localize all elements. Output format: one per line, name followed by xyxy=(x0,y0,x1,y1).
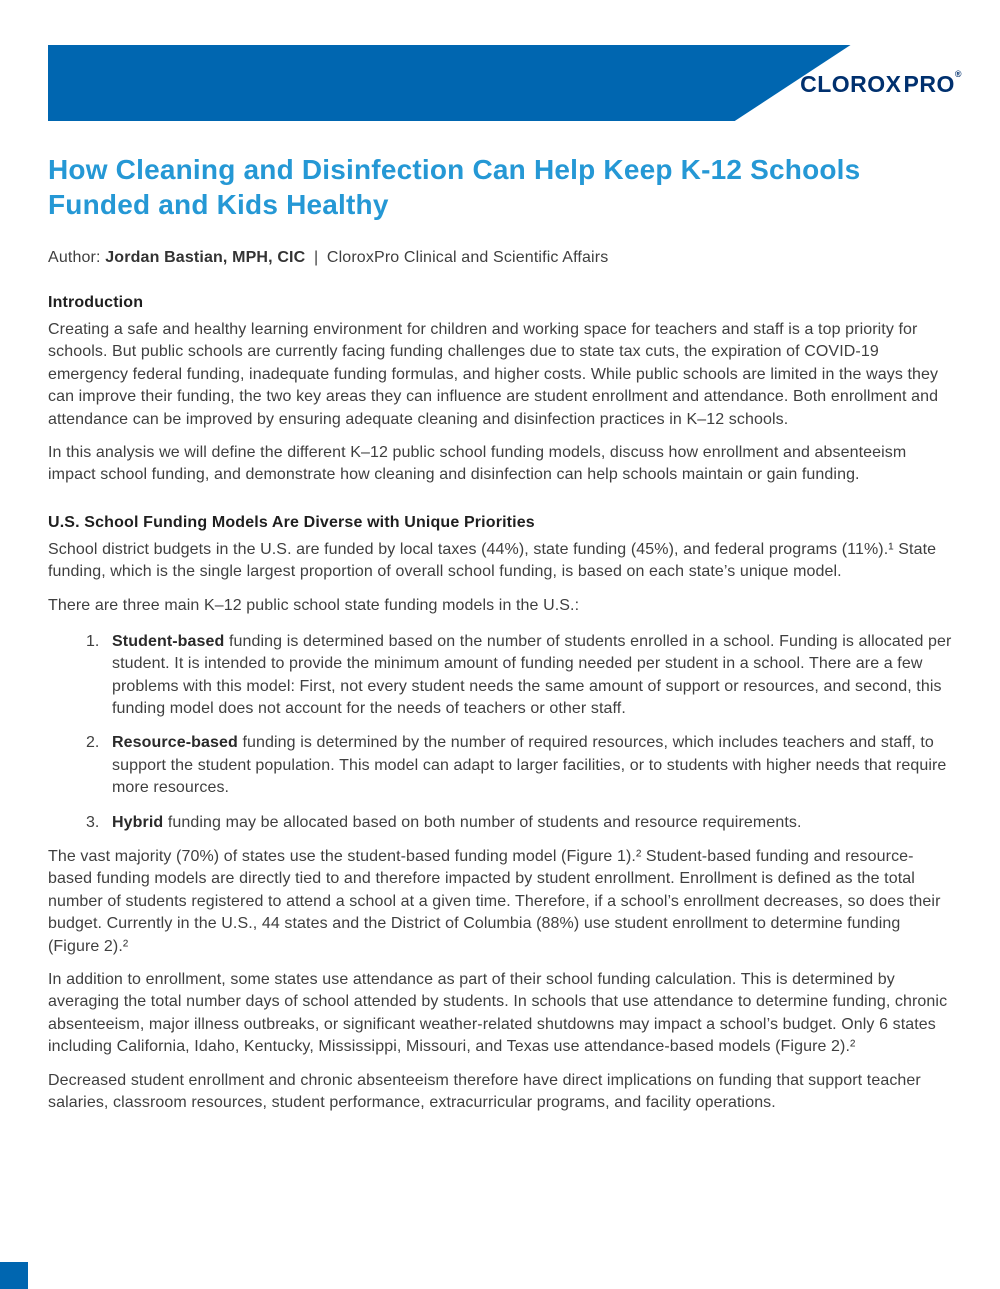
author-name: Jordan Bastian, MPH, CIC xyxy=(105,249,306,266)
logo-clorox-text: CLOROX xyxy=(800,71,902,97)
list-item-lead: Hybrid xyxy=(112,813,164,831)
intro-paragraph-2: In this analysis we will define the different K–12 public school funding models, discuss how enrollment and absenteeism impact school funding, and demonstrate how cleaning and disinfection can help schools maintain or gain funding. xyxy=(48,443,907,484)
funding-models-list xyxy=(48,631,954,834)
list-item-lead: Resource-based xyxy=(112,734,238,752)
list-item-resource-based xyxy=(48,732,954,799)
list-item-text: funding is determined based on the number of students enrolled in a school. Funding is allocated per student. It is intended to provide the minimum amount of funding needed per student in a school. There are a few problems with this model: First, not every student needs the same amount of support or resources, and second, this funding model does not account for the needs of teachers or other staff. xyxy=(112,632,952,718)
list-item-body xyxy=(112,812,954,834)
funding-paragraph-5: Decreased student enrollment and chronic absenteeism therefore have direct implications on funding that support teacher salaries, classroom resources, student performance, extracurricular programs, and facility operations. xyxy=(48,1071,921,1111)
section-heading-funding-models: U.S. School Funding Models Are Diverse with Unique Priorities xyxy=(48,513,535,531)
list-item-text: funding is determined by the number of required resources, which includes teachers and staff, to support the student population. This model can adapt to larger facilities, or to students with higher needs that require more resources. xyxy=(112,734,947,797)
byline-divider: | xyxy=(313,249,319,266)
author-byline xyxy=(48,249,954,267)
list-item-hybrid xyxy=(48,812,954,834)
page-corner-accent xyxy=(0,1262,28,1289)
list-item-text: funding may be allocated based on both number of students and resource requirements. xyxy=(163,813,802,831)
funding-paragraph-3: The vast majority (70%) of states use the student-based funding model (Figure 1).² Student-based funding and resource-based funding models are directly tied to and therefore impacted by student enrollment. Enrollment is defined as the total number of students registered to attend a school at a given time. Therefore, if a school’s enrollment decreases, so does their budget. Currently in the U.S., 44 states and the District of Columbia (88%) use student enrollment to determine funding (Figure 2).² xyxy=(48,848,941,955)
list-item-body xyxy=(112,732,954,799)
list-item-body xyxy=(112,631,954,721)
funding-paragraph-4: In addition to enrollment, some states use attendance as part of their school funding calculation. This is determined by averaging the total number days of school attended by students. In schools that use attendance to determine funding, chronic absenteeism, major illness outbreaks, or significant weather-related shutdowns may impact a school’s budget. Only 6 states including California, Idaho, Kentucky, Mississippi, Missouri, and Texas use attendance-based models (Figure 2).² xyxy=(48,970,948,1056)
logo-pro-text: PRO xyxy=(903,71,955,97)
list-item-number: 2. xyxy=(86,734,100,752)
registered-mark: ® xyxy=(954,69,962,79)
funding-paragraph-1: School district budgets in the U.S. are funded by local taxes (44%), state funding (45%), and federal programs (11%).¹ State funding, which is the single largest proportion of overall school funding, is based on each state’s unique model. xyxy=(48,540,937,581)
intro-paragraph-1: Creating a safe and healthy learning environment for children and working space for teachers and staff is a top priority for schools. But public schools are currently facing funding challenges due to state tax cuts, the expiration of COVID-19 emergency federal funding, inadequate funding formulas, and higher costs. While public schools are limited in the ways they can improve their funding, the two key areas they can influence are student enrollment and attendance. Both enrollment and attendance can be improved by ensuring adequate cleaning and disinfection practices in K–12 schools. xyxy=(48,321,939,428)
cloroxpro-logo xyxy=(800,71,962,98)
page-title: How Cleaning and Disinfection Can Help Keep K-12 Schools Funded and Kids Healthy xyxy=(48,154,861,220)
section-heading-introduction: Introduction xyxy=(48,294,144,311)
list-item-lead: Student-based xyxy=(112,632,225,650)
funding-paragraph-2: There are three main K–12 public school state funding models in the U.S.: xyxy=(48,596,580,614)
author-affiliation: CloroxPro Clinical and Scientific Affairs xyxy=(326,249,609,266)
list-item-number: 1. xyxy=(86,632,100,650)
list-item-number: 3. xyxy=(86,813,100,831)
list-item-student-based xyxy=(48,631,954,721)
author-label: Author: xyxy=(48,249,101,266)
article-content xyxy=(0,121,1000,1185)
